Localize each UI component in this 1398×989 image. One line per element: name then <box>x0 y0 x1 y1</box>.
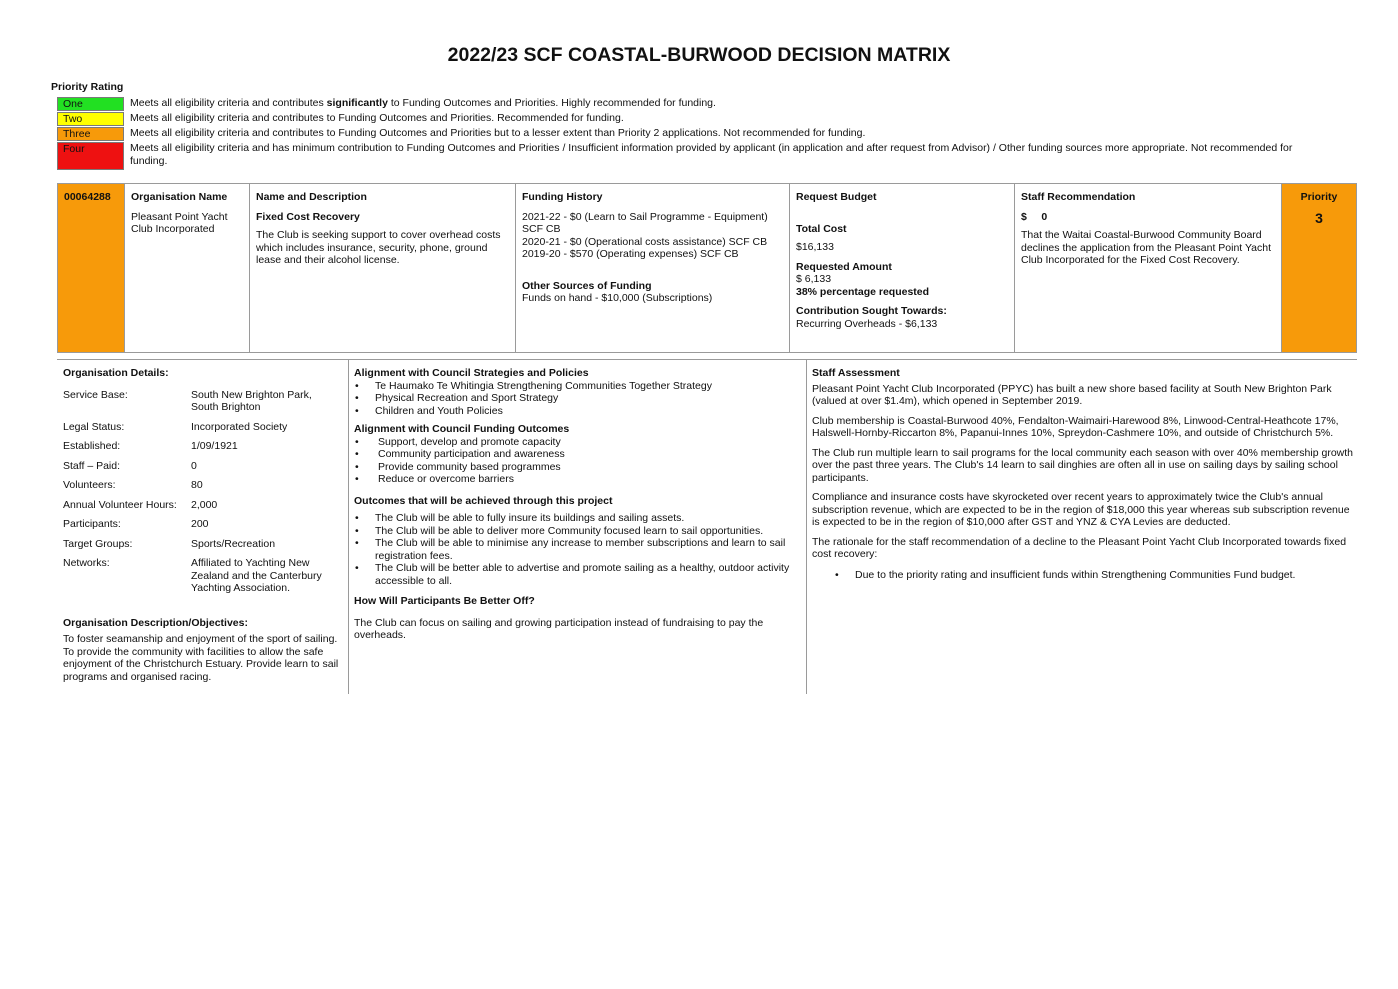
better-off-header: How Will Participants Be Better Off? <box>354 595 535 607</box>
column-divider <box>348 360 349 694</box>
priority-legend-text: Meets all eligibility criteria and has minimum contribution to Funding Outcomes and Priorities / Insufficient information provided by applicant (in application and after request from Advisor) / Other funding sources more appropriate. Not recommended for funding. <box>130 142 1293 167</box>
priority-legend-row-two <box>57 112 1317 126</box>
detail-row <box>63 479 343 492</box>
detail-row <box>63 460 343 473</box>
section-divider <box>57 359 1357 360</box>
funding-history-item: 2021-22 - $0 (Learn to Sail Programme - Equipment) SCF CB <box>522 210 768 235</box>
organisation-details-section <box>63 367 343 683</box>
priority-legend-row-three <box>57 127 1317 141</box>
priority-swatch-three: Three <box>57 127 124 141</box>
column-divider <box>806 360 807 694</box>
detail-row <box>63 557 343 595</box>
strategies-list <box>354 380 794 418</box>
list-item: • Physical Recreation and Sport Strategy <box>354 392 794 405</box>
detail-label: Legal Status: <box>63 420 125 433</box>
detail-value: 80 <box>191 479 203 491</box>
staff-recommendation-header: Staff Recommendation <box>1021 191 1136 203</box>
funding-outcomes-header: Alignment with Council Funding Outcomes <box>354 423 570 435</box>
requested-amount-value: $ 6,133 <box>796 273 832 285</box>
contribution-label: Contribution Sought Towards: <box>796 305 947 317</box>
list-item: • Support, develop and promote capacity <box>354 436 794 449</box>
priority-swatch-four: Four <box>57 142 124 170</box>
list-item: • Children and Youth Policies <box>354 405 794 418</box>
priority-cell <box>1282 184 1356 352</box>
list-item: • Te Haumako Te Whitingia Strengthening Communities Together Strategy <box>354 380 794 393</box>
detail-row <box>63 518 343 531</box>
detail-value: 0 <box>191 459 197 472</box>
other-sources: Funds on hand - $10,000 (Subscriptions) <box>522 292 713 304</box>
staff-assessment-header: Staff Assessment <box>812 367 900 379</box>
list-item: • Provide community based programmes <box>354 461 794 474</box>
priority-legend-row-one <box>57 97 1317 111</box>
funding-history-cell <box>516 184 790 352</box>
better-off-text: The Club can focus on sailing and growing participation instead of fundraising to pay the overheads. <box>354 616 764 641</box>
assessment-paragraph: The Club run multiple learn to sail programs for the local community each season with over 40% membership growth over the past three years. The Club's 14 learn to sail dinghies are often all in use on sailing days by sailing school participants. <box>812 446 1353 484</box>
detail-label: Annual Volunteer Hours: <box>63 498 177 511</box>
strategies-header: Alignment with Council Strategies and Policies <box>354 367 589 379</box>
assessment-paragraph: Pleasant Point Yacht Club Incorporated (PPYC) has built a new shore based facility at South New Brighton Park (valued at over $1.4m), which opened in September 2019. <box>812 382 1332 407</box>
objectives-text: To foster seamanship and enjoyment of the sport of sailing. To provide the community with facilities to allow the safe enjoyment of the Christchurch Estuary. Provide learn to sail programs and organised racing. <box>63 633 339 683</box>
list-item: • The Club will be able to minimise any increase to member subscriptions and learn to sail registration fees. <box>354 537 794 562</box>
detail-label: Service Base: <box>63 388 128 401</box>
alignment-section <box>354 367 794 642</box>
list-item: • The Club will be able to deliver more Community focused learn to sail opportunities. <box>354 525 794 538</box>
list-item: • The Club will be better able to advertise and promote sailing as a healthy, outdoor activity accessible to all. <box>354 562 794 587</box>
total-cost-label: Total Cost <box>796 222 847 235</box>
objectives-header: Organisation Description/Objectives: <box>63 616 248 629</box>
detail-label: Networks: <box>63 557 110 569</box>
staff-recommendation-amount: $ 0 <box>1021 210 1048 223</box>
priority-legend-text: Meets all eligibility criteria and contributes significantly to Funding Outcomes and Priorities. Highly recommended for funding. <box>130 97 716 109</box>
detail-row <box>63 421 343 434</box>
detail-label: Target Groups: <box>63 537 133 550</box>
name-description-cell <box>250 184 516 352</box>
project-description: The Club is seeking support to cover overhead costs which includes insurance, security, phone, ground lease and their alcohol license. <box>256 229 501 266</box>
detail-value: 200 <box>191 518 209 530</box>
assessment-bullets <box>812 569 1354 582</box>
organisation-name-header: Organisation Name <box>131 191 228 203</box>
funding-history-header: Funding History <box>522 191 603 203</box>
list-item: • Community participation and awareness <box>354 448 794 461</box>
priority-swatch-one: One <box>57 97 124 111</box>
page-title: 2022/23 SCF COASTAL-BURWOOD DECISION MATRIX <box>447 44 951 66</box>
detail-row <box>63 440 343 453</box>
detail-value: South New Brighton Park, South Brighton <box>191 388 312 413</box>
detail-row <box>63 499 343 512</box>
percentage-requested: 38% percentage requested <box>796 285 930 298</box>
project-name: Fixed Cost Recovery <box>256 210 360 223</box>
detail-value: 2,000 <box>191 498 218 511</box>
priority-value: 3 <box>1315 209 1323 226</box>
request-budget-header: Request Budget <box>796 191 877 203</box>
detail-row <box>63 389 343 414</box>
staff-recommendation-text: That the Waitai Coastal-Burwood Community Board declines the application from the Pleasant Point Yacht Club Incorporated for the Fixed Cost Recovery. <box>1021 229 1272 266</box>
detail-row <box>63 538 343 551</box>
detail-value: 1/09/1921 <box>191 440 238 452</box>
staff-assessment-section <box>812 367 1354 581</box>
detail-label: Staff – Paid: <box>63 459 121 472</box>
detail-value: Incorporated Society <box>191 420 288 433</box>
priority-legend-row-four <box>57 142 1317 170</box>
application-id: 00064288 <box>64 191 111 203</box>
detail-value: Affiliated to Yachting New Zealand and the Canterbury Yachting Association. <box>191 557 322 594</box>
summary-table <box>57 183 1357 353</box>
priority-rating-heading: Priority Rating <box>51 81 124 93</box>
list-item: • The Club will be able to fully insure its buildings and sailing assets. <box>354 512 794 525</box>
list-item: • Reduce or overcome barriers <box>354 473 794 486</box>
detail-label: Established: <box>63 440 121 452</box>
staff-recommendation-cell <box>1015 184 1282 352</box>
list-item: • Due to the priority rating and insufficient funds within Strengthening Communities Fund budget. <box>834 569 1354 582</box>
other-sources-header: Other Sources of Funding <box>522 279 652 292</box>
project-outcomes-list <box>354 512 794 587</box>
detail-label: Participants: <box>63 518 121 530</box>
priority-header: Priority <box>1300 191 1338 203</box>
funding-history-item: 2019-20 - $570 (Operating expenses) SCF CB <box>522 248 739 260</box>
priority-legend-text: Meets all eligibility criteria and contributes to Funding Outcomes and Priorities. Recommended for funding. <box>130 112 624 124</box>
project-outcomes-header: Outcomes that will be achieved through this project <box>354 494 613 507</box>
application-id-cell <box>58 184 125 352</box>
priority-swatch-two: Two <box>57 112 124 126</box>
request-budget-cell <box>790 184 1015 352</box>
assessment-paragraph: The rationale for the staff recommendation of a decline to the Pleasant Point Yacht Club Incorporated towards fixed cost recovery: <box>812 535 1347 560</box>
organisation-name-cell <box>125 184 250 352</box>
funding-outcomes-list <box>354 436 794 486</box>
priority-legend-text: Meets all eligibility criteria and contributes to Funding Outcomes and Priorities but to a lesser extent than Priority 2 applications. Not recommended for funding. <box>130 127 866 139</box>
total-cost-value: $16,133 <box>796 241 834 253</box>
assessment-paragraph: Compliance and insurance costs have skyrocketed over recent years to approximately twice the Club's annual subscription revenue, which are expected to be in the region of $18,000 this year whereas sub subscription revenue is expected to be in the region of $10,000 after GST and YNZ & CYA Levies are deducted. <box>812 491 1350 528</box>
detail-value: Sports/Recreation <box>191 537 276 550</box>
requested-amount-label: Requested Amount <box>796 260 892 273</box>
organisation-name: Pleasant Point Yacht Club Incorporated <box>131 210 228 235</box>
assessment-paragraph: Club membership is Coastal-Burwood 40%, Fendalton-Waimairi-Harewood 8%, Linwood-Central-Heathcote 17%, Halswell-Hornby-Riccarton 8%, Papanui-Innes 10%, Spreydon-Cashmere 10%, and outside of Christchurch 5%. <box>812 414 1339 439</box>
contribution-value: Recurring Overheads - $6,133 <box>796 317 938 330</box>
detail-label: Volunteers: <box>63 479 116 491</box>
funding-history-item: 2020-21 - $0 (Operational costs assistance) SCF CB <box>522 235 768 248</box>
name-description-header: Name and Description <box>256 191 367 203</box>
organisation-details-header: Organisation Details: <box>63 367 169 379</box>
